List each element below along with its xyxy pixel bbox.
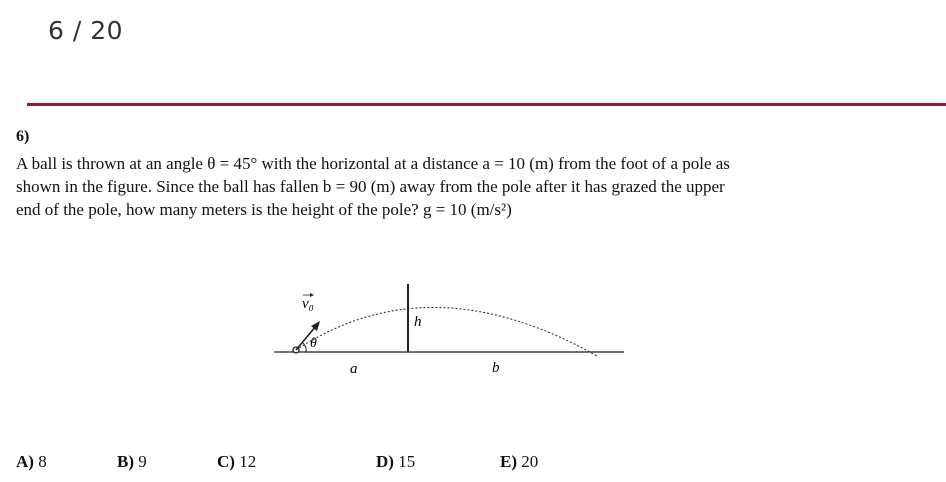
choice-e-value: 20 bbox=[521, 452, 539, 471]
choice-e-key: E) bbox=[500, 452, 517, 471]
question-counter: 6 / 20 bbox=[48, 16, 124, 45]
choice-d-key: D) bbox=[376, 452, 394, 471]
choice-b[interactable] bbox=[117, 452, 147, 472]
choice-c-key: C) bbox=[217, 452, 235, 471]
choice-d[interactable] bbox=[376, 452, 415, 472]
question-line-3: end of the pole, how many meters is the height of the pole? g = 10 (m/s²) bbox=[16, 200, 512, 219]
question-number: 6) bbox=[16, 128, 30, 145]
header-divider bbox=[27, 103, 946, 106]
choice-c[interactable] bbox=[217, 452, 256, 472]
label-v0: v₀ bbox=[302, 296, 314, 312]
projectile-figure bbox=[270, 278, 630, 388]
question-line-2: shown in the figure. Since the ball has fallen b = 90 (m) away from the pole after it has grazed the upper bbox=[16, 177, 725, 196]
label-b: b bbox=[492, 360, 500, 376]
choice-c-value: 12 bbox=[239, 452, 257, 471]
label-a: a bbox=[350, 361, 358, 377]
choice-a-value: 8 bbox=[38, 452, 47, 471]
question-line-1: A ball is thrown at an angle θ = 45° with the horizontal at a distance a = 10 (m) from the foot of a pole as bbox=[16, 154, 730, 173]
choice-a[interactable] bbox=[16, 452, 47, 472]
angle-arc bbox=[303, 343, 306, 352]
label-h: h bbox=[414, 314, 422, 330]
choice-a-key: A) bbox=[16, 452, 34, 471]
question-text bbox=[16, 152, 916, 221]
choice-b-key: B) bbox=[117, 452, 134, 471]
trajectory-curve bbox=[296, 307, 597, 356]
label-theta: θ bbox=[310, 336, 317, 351]
choice-d-value: 15 bbox=[398, 452, 416, 471]
choice-b-value: 9 bbox=[138, 452, 147, 471]
choice-e[interactable] bbox=[500, 452, 538, 472]
